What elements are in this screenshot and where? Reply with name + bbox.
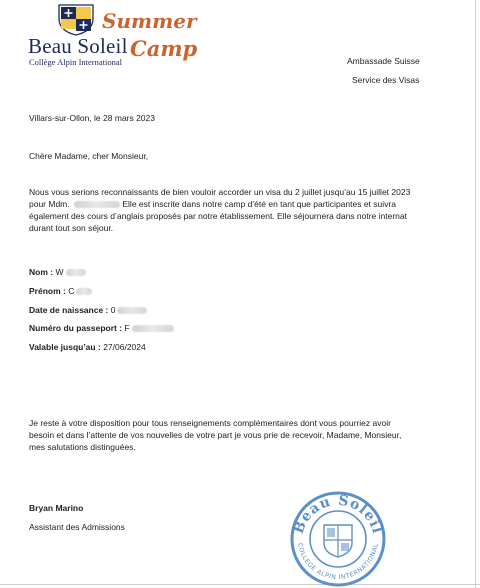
recipient-line-2: Service des Visas xyxy=(352,75,420,85)
redacted-value xyxy=(117,307,147,314)
field-validite xyxy=(29,341,146,353)
stamp-bottom-text: COLLEGE ALPIN INTERNATIONAL xyxy=(296,542,380,582)
closing-line: mes salutations distinguées. xyxy=(29,442,136,452)
letter-body xyxy=(29,186,410,234)
body-line: durant tout son séjour. xyxy=(29,223,114,233)
closing-paragraph xyxy=(29,417,401,453)
field-value: W xyxy=(55,267,64,277)
body-line-rest: Elle est inscrite dans notre camp d’été en tant que participantes et suivra xyxy=(122,199,396,209)
redacted-name xyxy=(74,201,120,208)
field-value: C xyxy=(68,286,75,296)
stamp-crest-icon xyxy=(324,525,352,557)
redacted-value xyxy=(132,325,174,332)
closing-line: besoin et dans l’attente de vos nouvelles de votre part je vous prie de recevoir, Madame, Monsieur, xyxy=(29,430,402,440)
school-subtitle: Collège Alpin International xyxy=(29,57,123,67)
closing-line: Je reste à votre disposition pour tous renseignements complémentaires dont vous pourriez avoir xyxy=(29,418,391,428)
field-prenom xyxy=(29,285,92,297)
signer-name: Bryan Marino xyxy=(29,503,84,513)
field-value: 27/06/2024 xyxy=(103,342,146,352)
field-passeport xyxy=(29,322,174,334)
field-nom xyxy=(29,266,86,278)
field-label: Date de naissance : xyxy=(29,305,109,315)
field-value: 0 xyxy=(110,305,116,315)
body-line: Nous vous serions reconnaissants de bien vouloir accorder un visa du 2 juillet jusqu’au 15 juillet 2023 xyxy=(29,187,411,197)
school-crest-logo xyxy=(56,2,96,36)
redacted-value xyxy=(76,288,92,295)
page-edge-bottom xyxy=(0,584,480,585)
place-date: Villars-sur-Ollon, le 28 mars 2023 xyxy=(29,113,155,123)
field-date-naissance xyxy=(29,304,147,316)
page-edge-right xyxy=(475,0,476,588)
recipient-line-1: Ambassade Suisse xyxy=(347,56,420,66)
field-label: Numéro du passeport : xyxy=(29,323,123,333)
field-value: F xyxy=(124,323,130,333)
body-line-prefix: pour Mdm. xyxy=(29,199,70,209)
greeting: Chère Madame, cher Monsieur, xyxy=(29,151,149,161)
field-label: Nom : xyxy=(29,267,54,277)
camp-title-camp: Camp xyxy=(130,36,198,61)
body-line: également des cours d’anglais proposés par notre établissement. Elle séjournera dans notre internat xyxy=(29,211,408,221)
redacted-value xyxy=(66,269,86,276)
field-label: Valable jusqu’au : xyxy=(29,342,101,352)
stamp-top-text: Beau Soleil xyxy=(290,492,386,536)
signer-title: Assistant des Admissions xyxy=(29,522,125,532)
school-name: Beau Soleil xyxy=(28,34,128,58)
body-line xyxy=(29,198,410,210)
field-label: Prénom : xyxy=(29,286,66,296)
camp-title-summer: Summer xyxy=(102,9,197,33)
school-stamp xyxy=(284,485,392,587)
